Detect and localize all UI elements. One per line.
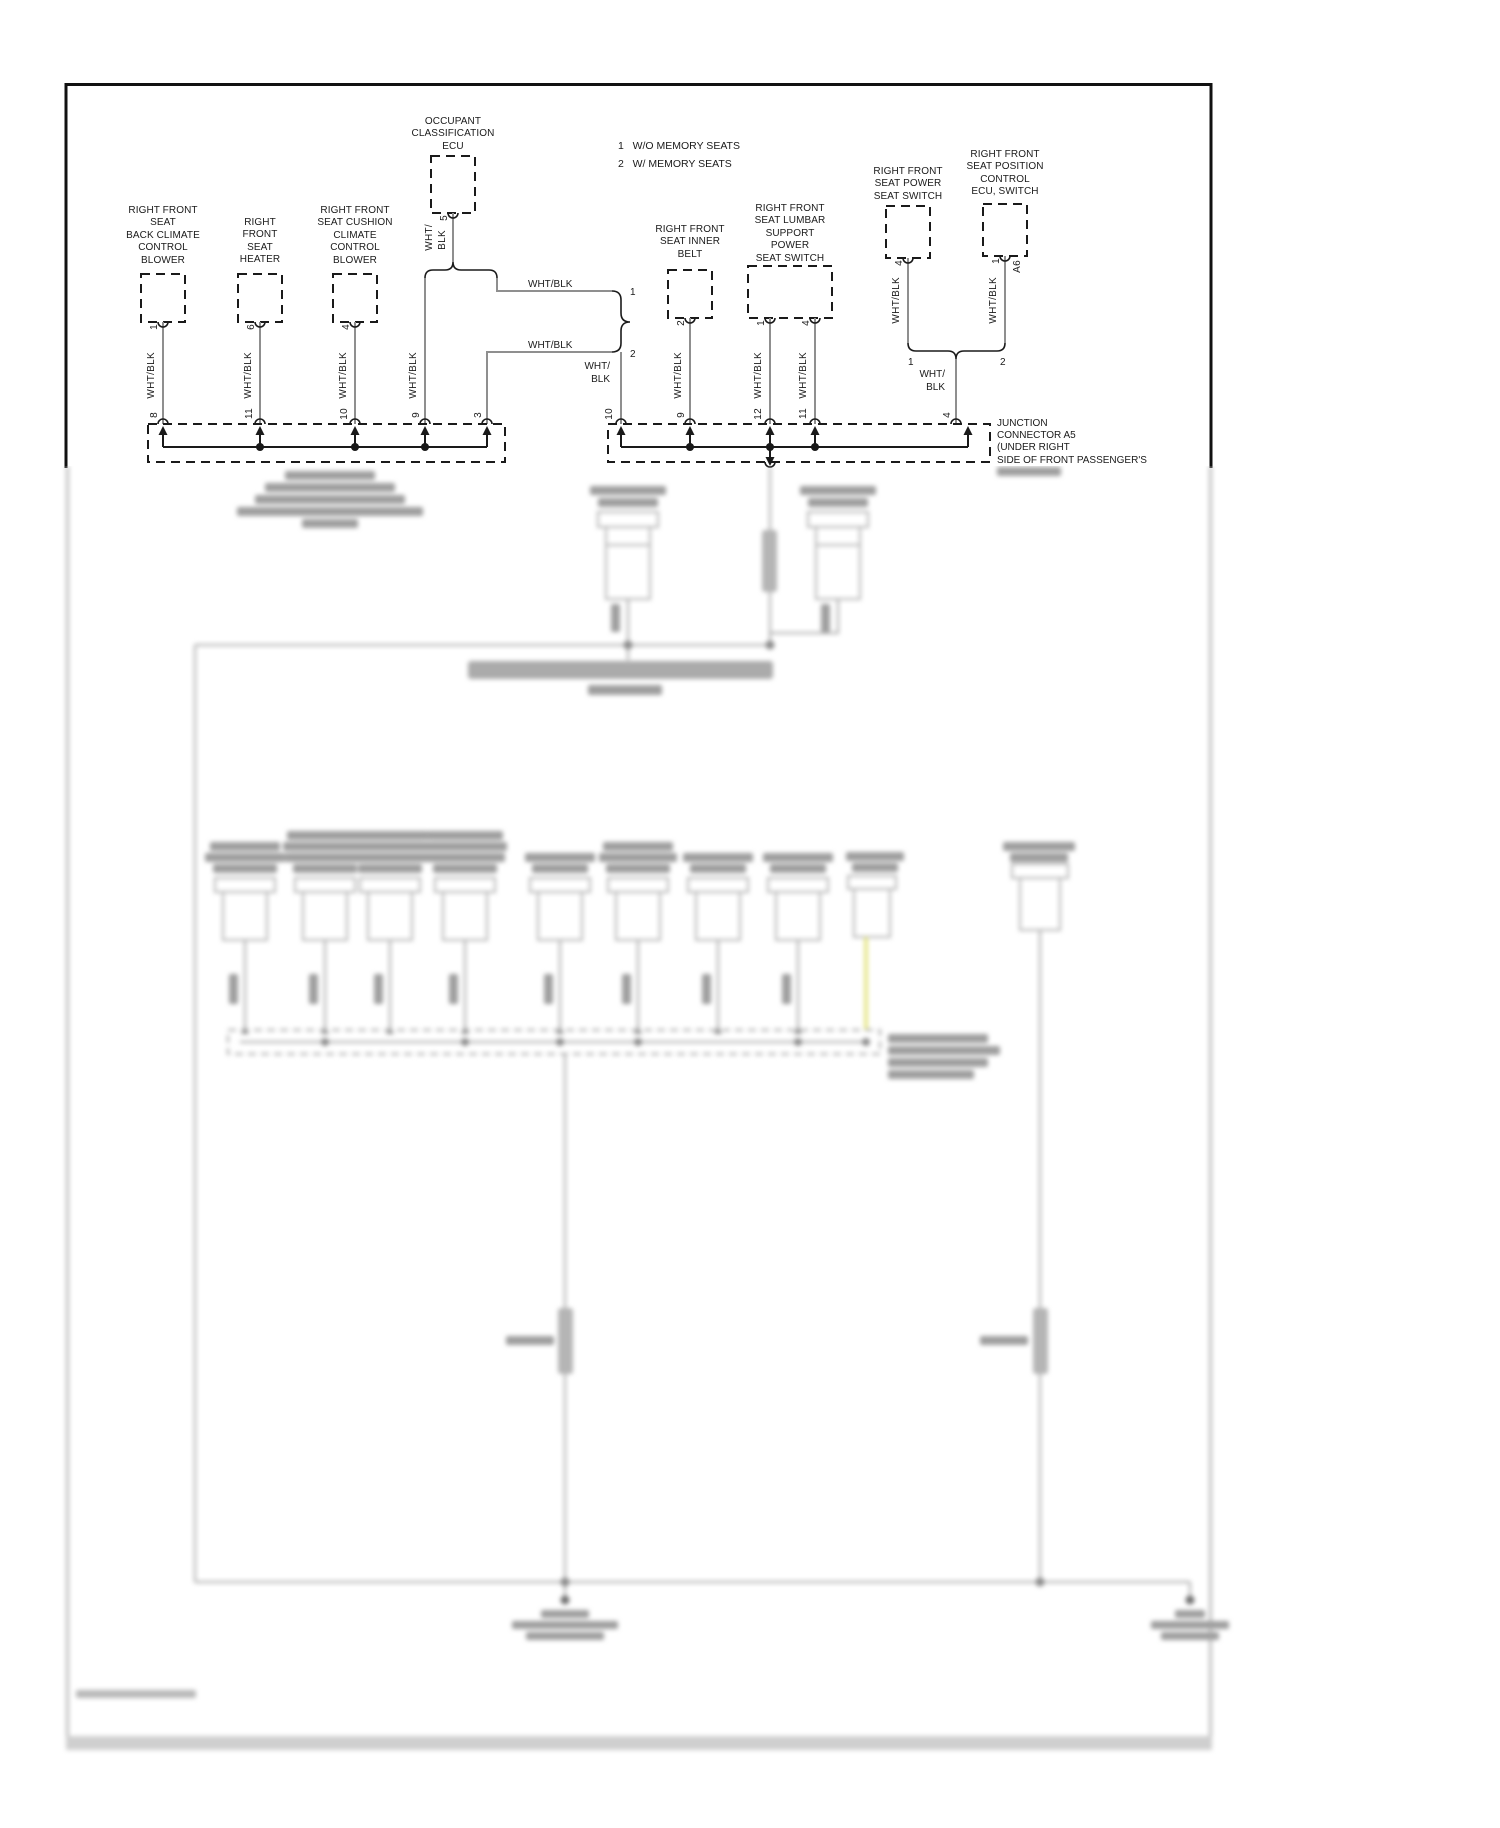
label-lumbar-switch [715, 203, 865, 265]
junction-pin: 10 [604, 408, 615, 420]
label-line: ECU [442, 140, 464, 152]
label-line: FRONT [242, 229, 278, 241]
wire-label: WHT/BLK [408, 352, 419, 399]
pin-number: 1 [991, 258, 1002, 264]
label-line: CONTROL [138, 242, 188, 254]
wire-label: WHT/BLK [891, 277, 902, 324]
label-line: SEAT SWITCH [873, 190, 943, 202]
label-line: BACK CLIMATE [126, 229, 200, 241]
option-number: 2 [630, 349, 636, 360]
label-line: BELT [677, 248, 703, 260]
label-line: HEATER [239, 254, 281, 266]
label-line: CLASSIFICATION [411, 128, 495, 140]
pin-number-aux: A6 [1012, 260, 1023, 273]
label-line: RIGHT [244, 217, 276, 228]
label-line: CONTROL [980, 173, 1030, 185]
wire-label: WHT/BLK [338, 352, 349, 399]
wire-label: WHT/BLK [753, 352, 764, 399]
label-position-ecu [930, 149, 1080, 199]
note-line: (UNDER RIGHT [997, 442, 1070, 454]
legend-label: W/O MEMORY SEATS [632, 140, 740, 152]
junction-pin: 11 [798, 408, 809, 419]
pin-number: 4 [894, 260, 905, 266]
label-line: RIGHT FRONT [755, 203, 825, 214]
label-line: CLIMATE [333, 229, 377, 241]
pin-number: 1 [149, 324, 160, 330]
junction-a5-note [997, 418, 1172, 467]
junction-pin: 4 [942, 412, 953, 418]
junction-pin: 8 [149, 412, 160, 418]
wire-label: BLK [437, 230, 448, 250]
label-line: RIGHT FRONT [655, 224, 725, 235]
note-line: SIDE OF FRONT PASSENGER'S [997, 454, 1147, 466]
wire-label: WHT/ [584, 361, 610, 372]
footer-smudge [76, 1690, 196, 1698]
label-line: SEAT INNER [659, 236, 721, 248]
wire-label: WHT/BLK [528, 279, 573, 290]
bus-note-smudges [888, 1034, 1000, 1079]
label-line: SEAT CUSHION [317, 217, 393, 229]
wire-label: WHT/BLK [798, 352, 809, 399]
option-number: 1 [630, 287, 636, 298]
label-occupant-ecu [378, 116, 528, 153]
legend-row-2 [618, 158, 732, 170]
junction-pin: 10 [339, 408, 350, 420]
label-line: RIGHT FRONT [873, 166, 943, 177]
label-line: SEAT POSITION [966, 161, 1044, 173]
row-label-smudges [205, 831, 1075, 873]
label-line: ECU, SWITCH [971, 186, 1039, 198]
label-line: SEAT LUMBAR [754, 215, 826, 227]
pin-number: 6 [246, 324, 257, 330]
pin-number: 2 [676, 320, 687, 326]
junction-boxes [148, 424, 990, 462]
legend-code: 1 [618, 140, 624, 152]
wire-label: BLK [926, 382, 945, 393]
legend-code: 2 [618, 158, 624, 170]
label-line: CONTROL [330, 242, 380, 254]
option-number: 2 [1000, 357, 1006, 368]
label-line: RIGHT FRONT [128, 205, 198, 216]
junction-pin: 3 [473, 412, 484, 418]
label-line: SEAT POWER [874, 178, 942, 190]
label-line: RIGHT FRONT [970, 149, 1040, 160]
option-braces [425, 262, 1005, 359]
label-line: BLOWER [333, 254, 377, 266]
wire-label: WHT/BLK [243, 352, 254, 399]
wire-label: WHT/ [919, 369, 945, 380]
wire-label: BLK [591, 374, 610, 385]
label-line: BLOWER [141, 254, 185, 266]
label-line: SEAT SWITCH [755, 252, 825, 264]
pin-number: 4 [341, 324, 352, 330]
label-line: OCCUPANT [424, 116, 482, 127]
row-component-bodies [215, 864, 1068, 940]
note-line: JUNCTION [997, 418, 1048, 429]
junction-pin: 9 [411, 412, 422, 418]
pin-number: 5 [439, 215, 450, 221]
option-number: 1 [908, 357, 914, 368]
label-line: SUPPORT [765, 227, 815, 239]
label-line: RIGHT FRONT [320, 205, 390, 216]
junction-pin: 11 [244, 408, 255, 419]
pin-number: 1 [756, 320, 767, 326]
wire-label: WHT/BLK [988, 277, 999, 324]
junction-bus [163, 435, 968, 457]
wire-label: WHT/ [424, 224, 435, 251]
label-line: SEAT [247, 241, 273, 253]
label-line: SEAT [150, 217, 176, 229]
label-cushion-blower [280, 205, 430, 267]
junction-pin: 12 [753, 408, 764, 420]
wire-label: WHT/BLK [673, 352, 684, 399]
label-line: POWER [770, 240, 810, 252]
junction-pin: 9 [676, 412, 687, 418]
legend-row-1 [618, 140, 740, 152]
note-line: CONNECTOR A5 [997, 430, 1076, 442]
pin-number: 4 [801, 320, 812, 326]
wire-label: WHT/BLK [146, 352, 157, 399]
ground-label-smudges [512, 1610, 1229, 1640]
text-smudges [237, 467, 1061, 528]
legend-label: W/ MEMORY SEATS [632, 158, 732, 170]
wire-label: WHT/BLK [528, 340, 573, 351]
